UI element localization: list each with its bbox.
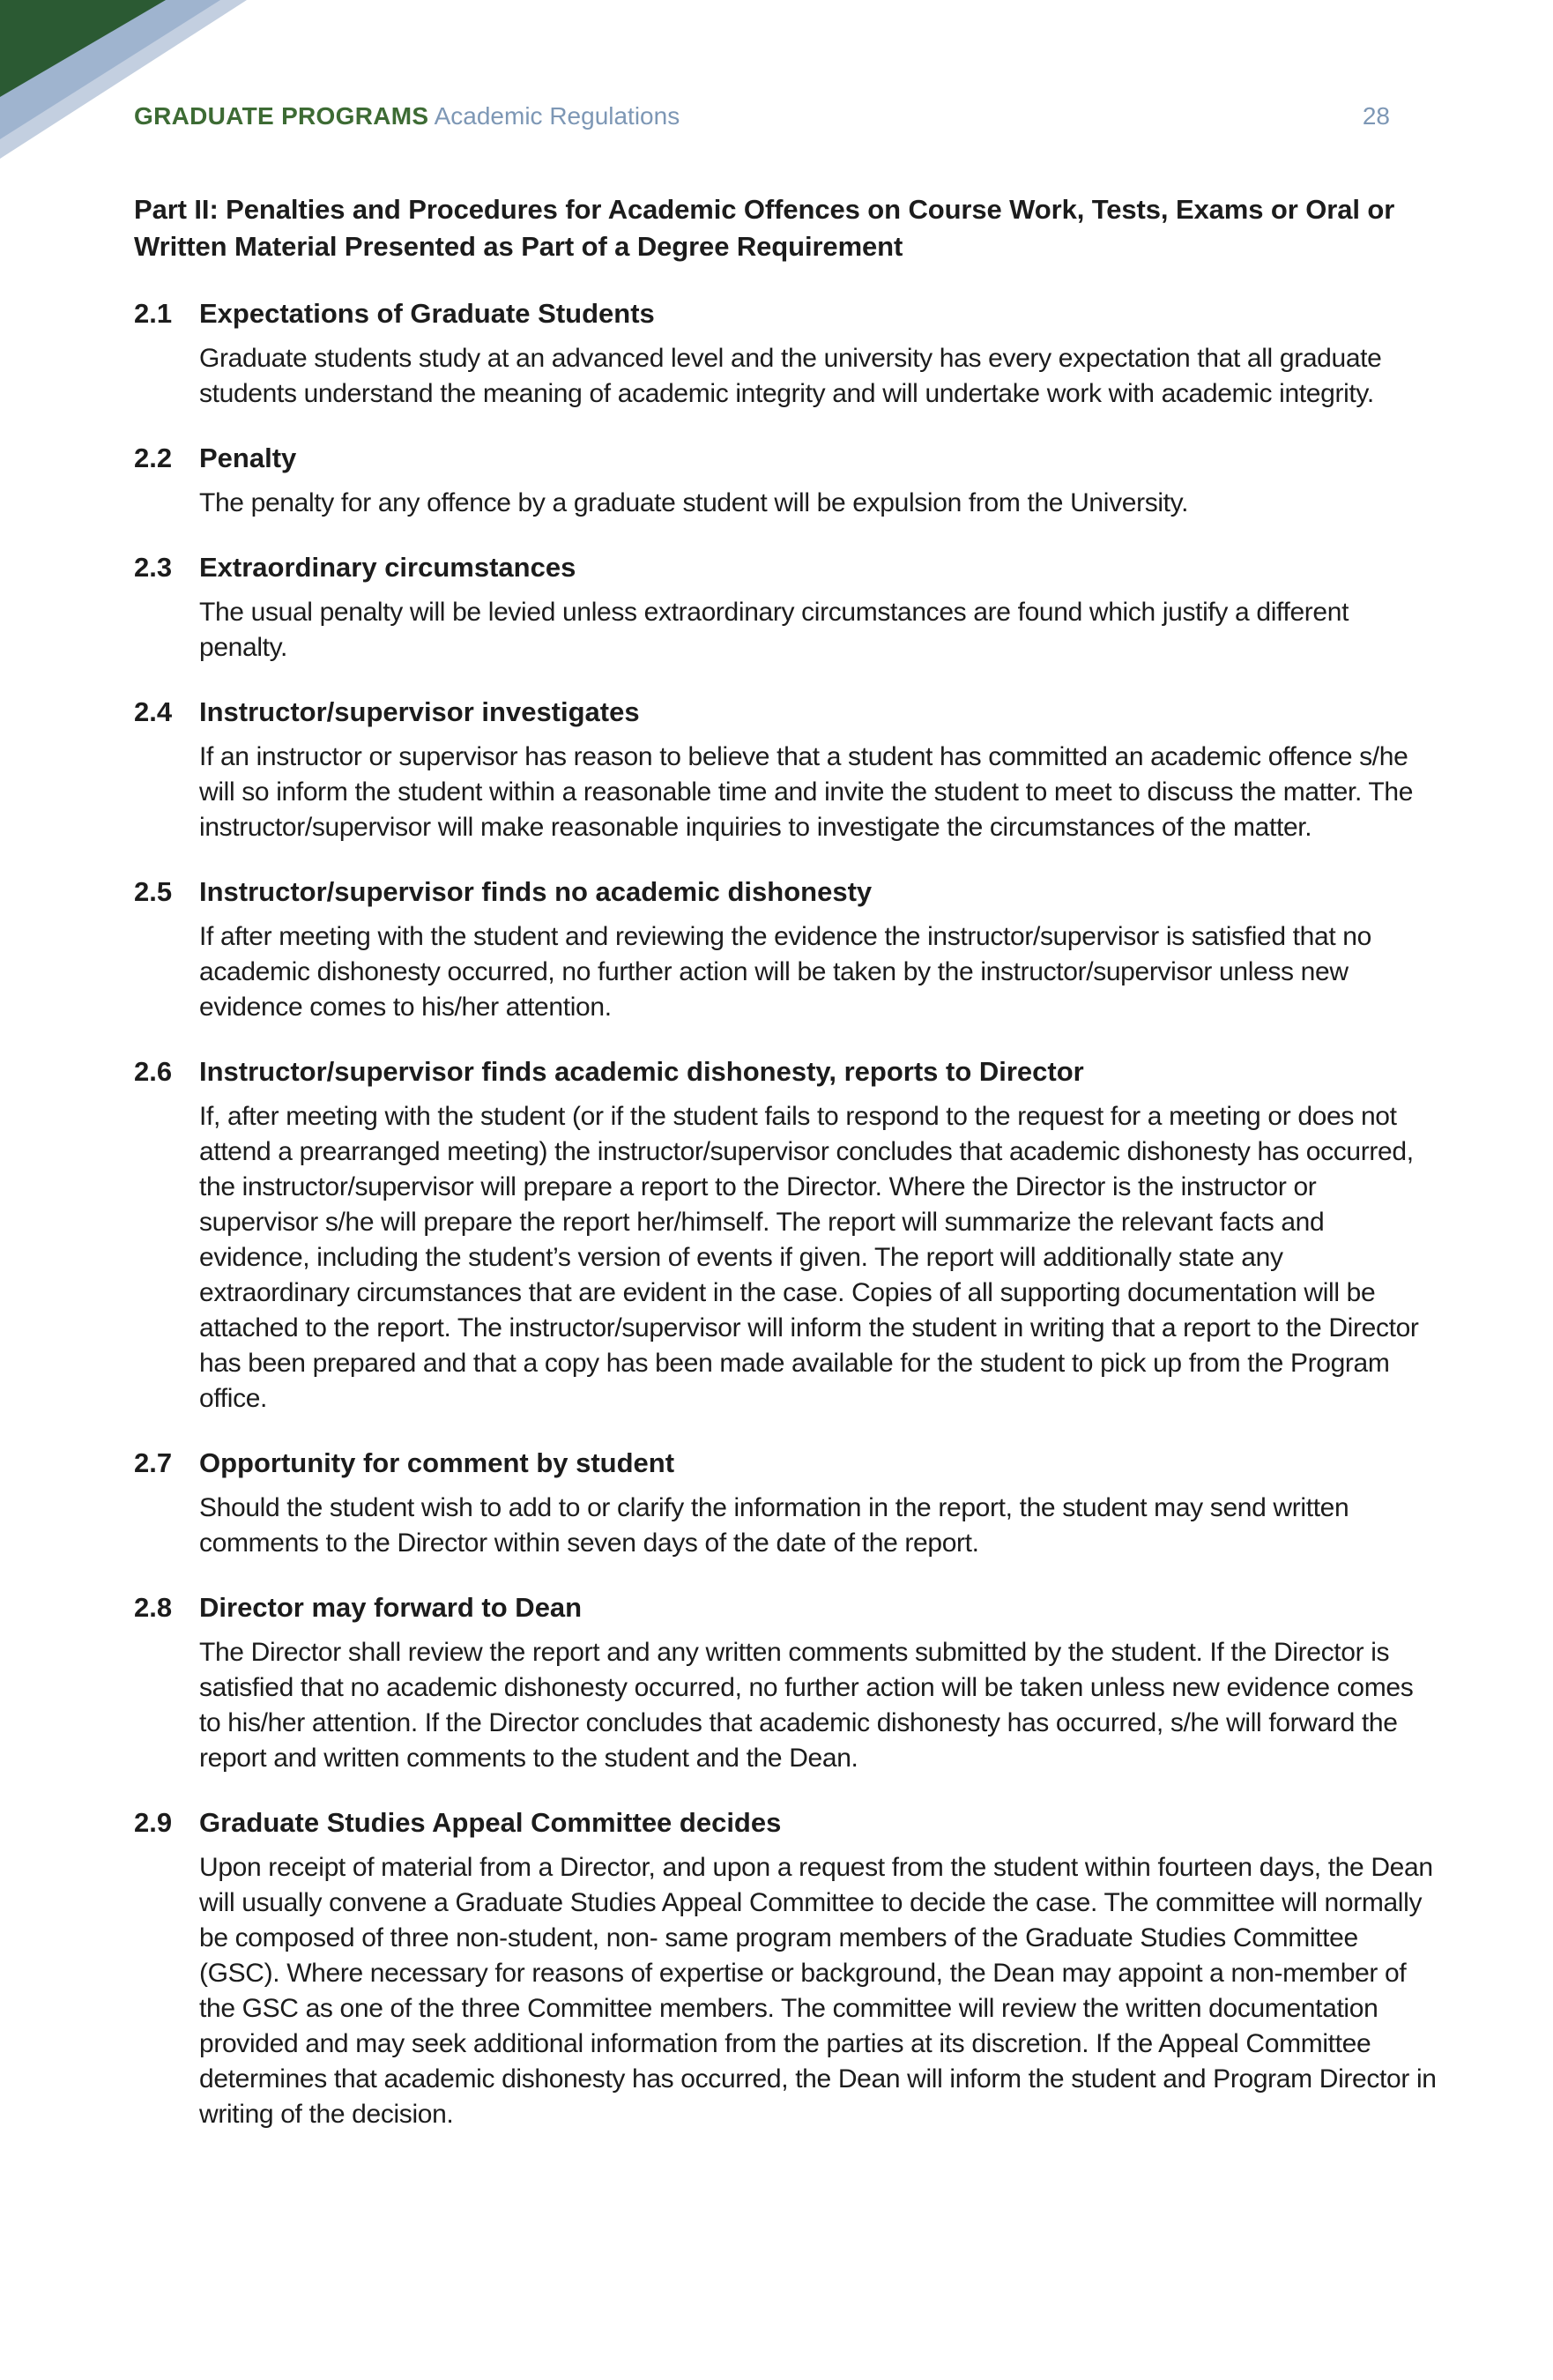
section-2-3	[134, 549, 1438, 666]
section-2-9	[134, 1804, 1438, 2132]
section-title: Extraordinary circumstances	[199, 552, 576, 583]
section-heading	[134, 694, 1438, 731]
section-heading	[134, 1804, 1438, 1841]
corner-decoration	[0, 0, 247, 159]
section-2-8	[134, 1589, 1438, 1776]
section-number: 2.8	[134, 1592, 173, 1623]
section-2-4	[134, 694, 1438, 845]
section-heading	[134, 549, 1438, 586]
section-title: Opportunity for comment by student	[199, 1447, 675, 1478]
section-title: Instructor/supervisor finds no academic dishonesty	[199, 876, 873, 907]
section-number: 2.2	[134, 443, 173, 473]
section-body: Upon receipt of material from a Director, and upon a request from the student within fourteen days, the Dean will usually convene a Graduate Studies Appeal Committee to decide the case. The committee will normally be composed of three non-student, non- same program members of the Graduate Studies Committee (GSC). Where necessary for reasons of expertise or background, the Dean may appoint a non-member of the GSC as one of the three Committee members. The committee will review the written documentation provided and may seek additional information from the parties at its discretion. If the Appeal Committee determines that academic dishonesty has occurred, the Dean will inform the student and Program Director in writing of the decision.	[199, 1853, 1437, 2129]
section-title: Director may forward to Dean	[199, 1592, 583, 1623]
section-heading	[134, 1589, 1438, 1626]
section-2-2	[134, 440, 1438, 521]
section-title: Expectations of Graduate Students	[199, 298, 655, 329]
section-body: If, after meeting with the student (or if the student fails to respond to the request for a meeting or does not attend a prearranged meeting) the instructor/supervisor concludes that academic dishonesty has occurred, the instructor/supervisor will prepare a report to the Director. Where the Director is the instructor or supervisor s/he will prepare the report her/himself. The report will summarize the relevant facts and evidence, including the student’s version of events if given. The report will additionally state any extraordinary circumstances that are evident in the case. Copies of all supporting documentation will be attached to the report. The instructor/supervisor will inform the student in writing that a report to the Director has been prepared and that a copy has been made available for the student to pick up from the Program office.	[199, 1102, 1419, 1413]
section-2-6	[134, 1053, 1438, 1417]
section-heading	[134, 1053, 1438, 1090]
section-number: 2.5	[134, 876, 173, 907]
section-heading	[134, 1445, 1438, 1482]
section-body: The penalty for any offence by a graduate student will be expulsion from the University.	[199, 488, 1189, 517]
part-title: Part II: Penalties and Procedures for Academic Offences on Course Work, Tests, Exams or Oral or Written Material Presented as Part of a Degree Requirement	[134, 194, 1395, 262]
section-number: 2.3	[134, 552, 173, 583]
running-header	[134, 99, 1390, 134]
section-body: If an instructor or supervisor has reason to believe that a student has committed an academic offence s/he will so inform the student within a reasonable time and invite the student to meet to discuss the matter. The instructor/supervisor will make reasonable inquiries to investigate the circumstances of the matter.	[199, 742, 1414, 842]
page-number: 28	[1362, 102, 1390, 130]
section-heading	[134, 874, 1438, 911]
section-number: 2.9	[134, 1807, 173, 1838]
section-2-1	[134, 295, 1438, 412]
section-title: Penalty	[199, 443, 297, 473]
section-body: Graduate students study at an advanced level and the university has every expectation that all graduate students understand the meaning of academic integrity and will undertake work with academic integrity.	[199, 344, 1382, 408]
header-program: GRADUATE PROGRAMS	[134, 102, 429, 130]
section-heading	[134, 440, 1438, 477]
section-body: If after meeting with the student and reviewing the evidence the instructor/supervisor is satisfied that no academic dishonesty occurred, no further action will be taken by the instructor/supervisor unless new evidence comes to his/her attention.	[199, 922, 1371, 1022]
section-number: 2.1	[134, 298, 173, 329]
section-2-7	[134, 1445, 1438, 1561]
section-number: 2.7	[134, 1447, 173, 1478]
header-section: Academic Regulations	[434, 102, 680, 130]
section-title: Graduate Studies Appeal Committee decides	[199, 1807, 782, 1838]
section-title: Instructor/supervisor investigates	[199, 696, 640, 727]
section-body: Should the student wish to add to or clarify the information in the report, the student may send written comments to the Director within seven days of the date of the report.	[199, 1493, 1349, 1558]
section-2-5	[134, 874, 1438, 1025]
section-heading	[134, 295, 1438, 332]
section-list	[134, 295, 1438, 2161]
section-body: The Director shall review the report and any written comments submitted by the student. If the Director is satisfied that no academic dishonesty occurred, no further action will be taken unless new evidence comes to his/her attention. If the Director concludes that academic dishonesty has occurred, s/he will forward the report and written comments to the student and the Dean.	[199, 1638, 1414, 1773]
section-body: The usual penalty will be levied unless extraordinary circumstances are found which justify a different penalty.	[199, 598, 1349, 662]
section-number: 2.4	[134, 696, 173, 727]
section-number: 2.6	[134, 1056, 173, 1087]
section-title: Instructor/supervisor finds academic dishonesty, reports to Director	[199, 1056, 1084, 1087]
